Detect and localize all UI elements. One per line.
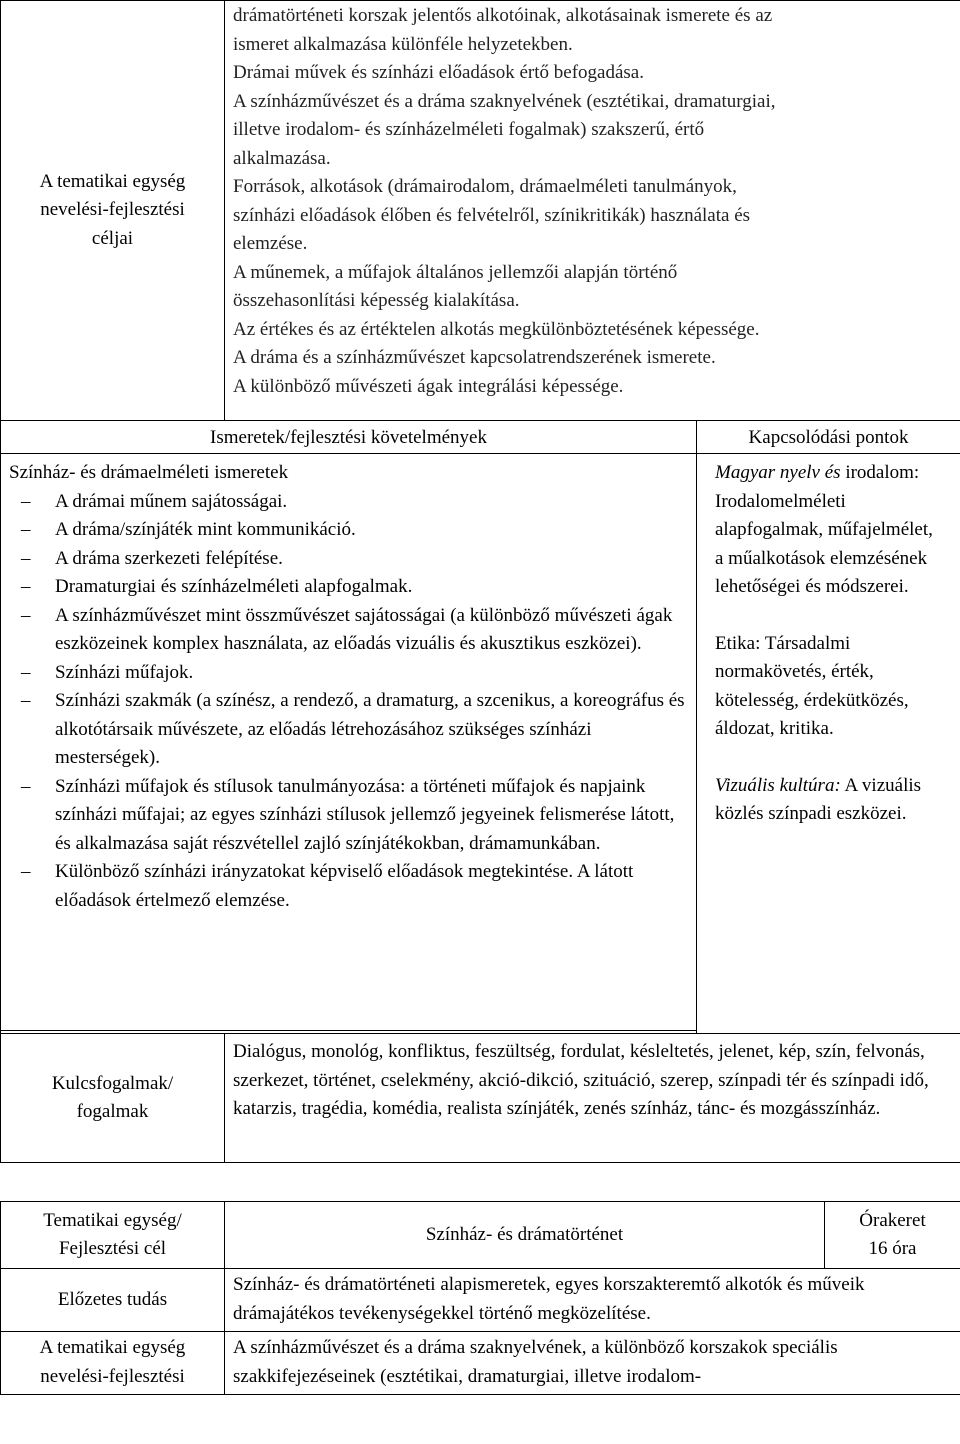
connections-header: Kapcsolódási pontok (697, 421, 960, 454)
connection-block (715, 772, 946, 829)
goals-label-line: céljai (91, 227, 134, 249)
list-item: – Színházi műfajok és stílusok tanulmányozása: a történeti műfajok és napjaink színházi műfajai; az egyes színházi stílusok jellemző jegyeinek felismerése látott, és alkalmazása saját részvétellel zajló színjátékokban, drámamunkában. (9, 773, 688, 859)
prior-row (1, 1269, 960, 1332)
prior-text: Színház- és drámatörténeti alapismeretek, egyes korszakteremtő alkotók és műveik drámajátékos tevékenységekkel történő megközelítése. (225, 1269, 960, 1332)
connection-text: A vizuális közlés színpadi eszközei. (715, 774, 922, 824)
header-row (1, 421, 960, 454)
hours-value: 16 óra (868, 1238, 917, 1259)
goals-line: illetve irodalom- és színházelméleti fogalmak) szakszerű, értő (233, 119, 705, 140)
list-item: – A dráma/színjáték mint kommunikáció. (9, 516, 688, 545)
unit2-goals-text: A színházművészet és a dráma szaknyelvének, a különböző korszakok speciális szakkifejezéseinek (esztétikai, dramaturgiai, illetve irodalom- (225, 1332, 960, 1395)
unit2-label-line: Tematikai egység/ (43, 1209, 182, 1231)
connection-text: Társadalmi normakövetés, érték, kötelesség, érdekütközés, áldozat, kritika. (715, 632, 909, 739)
goals-label-cell (1, 1, 225, 421)
connection-subject: Magyar nyelv és (715, 462, 841, 483)
goals-line: összehasonlítási képesség kialakítása. (233, 290, 520, 311)
requirements-content (1, 454, 697, 1031)
keywords-label-cell (1, 1034, 225, 1163)
unit2-hours-cell (825, 1202, 960, 1269)
keywords-row (1, 1034, 960, 1163)
list-item: – A színházművészet mint összművészet sajátosságai (a különböző művészeti ágak eszközeinek komplex használata, az előadás vizuális és akusztikus eszközei). (9, 602, 688, 659)
connection-text: irodalom: Irodalomelméleti alapfogalmak, műfajelmélet, a műalkotások elemzésének lehetőségei és módszerei. (715, 462, 933, 597)
goals-line: A különböző művészeti ágak integrálási képessége. (233, 375, 624, 397)
list-item: – A dráma szerkezeti felépítése. (9, 545, 688, 574)
connection-subject: Vizuális kultúra: (715, 774, 841, 796)
keywords-label-line: fogalmak (76, 1101, 149, 1122)
requirements-heading: Színház- és drámaelméleti ismeretek (9, 462, 289, 483)
goals-line: elemzése. (233, 233, 308, 254)
goals-line: színházi előadások élőben és felvételről, színikritikák) használata és (233, 204, 751, 226)
goals-line: ismeret alkalmazása különféle helyzetekben. (233, 33, 573, 55)
content-row (1, 454, 960, 1031)
requirements-header: Ismeretek/fejlesztési követelmények (1, 421, 697, 454)
connections-content (697, 454, 960, 1034)
connection-subject: Etika: (715, 632, 761, 654)
unit2-title-row (1, 1202, 960, 1269)
list-item: – Színházi műfajok. (9, 659, 688, 688)
goals-label-line: A tematikai egység (39, 170, 186, 192)
list-item: – Dramaturgiai és színházelméleti alapfogalmak. (9, 573, 688, 602)
goals-line: Drámai művek és színházi előadások értő befogadása. (233, 62, 644, 83)
unit2-goals-label-cell (1, 1332, 225, 1395)
unit2-goals-label-line: nevelési-fejlesztési (40, 1365, 185, 1387)
goals-line: Az értékes és az értéktelen alkotás megkülönböztetésének képessége. (233, 318, 760, 340)
unit2-goals-label-line: A tematikai egység (39, 1337, 186, 1358)
connection-block (715, 459, 946, 602)
goals-line: A dráma és a színházművészet kapcsolatrendszerének ismerete. (233, 347, 716, 368)
goals-content (225, 1, 960, 421)
goals-line: A színházművészet és a dráma szaknyelvének (esztétikai, dramaturgiai, (233, 90, 776, 112)
unit2-label-line: Fejlesztési cél (58, 1238, 167, 1259)
unit2-label-cell (1, 1202, 225, 1269)
goals-line: A műnemek, a műfajok általános jellemzői alapján történő (233, 261, 678, 283)
list-item: – Színházi szakmák (a színész, a rendező, a dramaturg, a szcenikus, a koreográfus és alkotótársaik művészete, az előadás létrehozásához szükséges színházi mesterségek). (9, 687, 688, 773)
keywords-label-line: Kulcsfogalmak/ (51, 1072, 174, 1094)
goals-line: Források, alkotások (drámairodalom, drámaelméleti tanulmányok, (233, 176, 737, 197)
prior-label: Előzetes tudás (1, 1269, 225, 1332)
list-item: – A drámai műnem sajátosságai. (9, 488, 688, 517)
hours-label: Órakeret (859, 1209, 926, 1231)
unit2-title: Színház- és drámatörténet (225, 1202, 825, 1269)
unit2-goals-row (1, 1332, 960, 1395)
connection-block (715, 630, 946, 744)
requirements-list (9, 488, 688, 916)
goals-label-line: nevelési-fejlesztési (40, 199, 185, 221)
list-item: – Különböző színházi irányzatokat képviselő előadások megtekintése. A látott előadások értelmező elemzése. (9, 858, 688, 915)
keywords-content: Dialógus, monológ, konfliktus, feszültség, fordulat, késleltetés, jelenet, kép, szín, felvonás, szerkezet, történet, cselekmény, akció-dikció, szituáció, szerep, színpadi tér és színpadi idő, katarzis, tragédia, komédia, realista színjáték, zenés színház, tánc- és mozgásszínház. (225, 1034, 960, 1163)
goals-line: alkalmazása. (233, 147, 331, 169)
goals-line: drámatörténeti korszak jelentős alkotóinak, alkotásainak ismerete és az (233, 5, 773, 26)
unit2-table (0, 1201, 960, 1395)
goals-row (1, 1, 960, 421)
